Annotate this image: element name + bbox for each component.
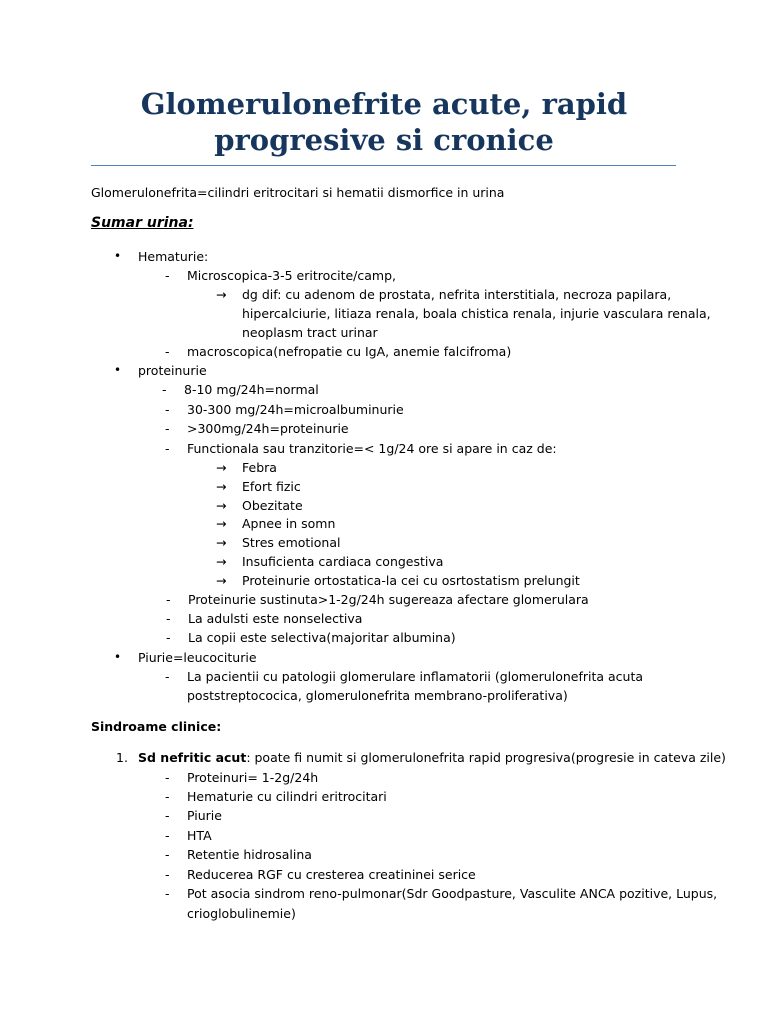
dash-icon: - — [165, 268, 170, 283]
dash-icon: - — [165, 886, 170, 901]
title-line-2: progresive si cronice — [214, 123, 554, 157]
list-item: 8-10 mg/24h=normal — [184, 382, 319, 397]
list-item: La copii este selectiva(majoritar albumina) — [188, 630, 456, 645]
list-item-hematurie: Hematurie: — [138, 249, 209, 264]
list-item: Hematurie cu cilindri eritrocitari — [187, 789, 387, 804]
dash-icon: - — [162, 382, 167, 397]
intro-text: Glomerulonefrita=cilindri eritrocitari si hematii dismorfice in urina — [91, 185, 505, 200]
section-heading-sumar-urina: Sumar urina: — [91, 215, 194, 231]
cause-item: Insuficienta cardiaca congestiva — [242, 554, 444, 569]
dash-icon: - — [165, 828, 170, 843]
dash-icon: - — [166, 611, 171, 626]
dgdif-line-3: neoplasm tract urinar — [242, 325, 378, 340]
dash-icon: - — [165, 808, 170, 823]
list-item: HTA — [187, 828, 212, 843]
cause-item: Febra — [242, 460, 277, 475]
list-item-proteinurie: proteinurie — [138, 363, 207, 378]
list-item-sd-nefritic-acut — [138, 750, 726, 766]
list-item-continuation: crioglobulinemie) — [187, 906, 296, 921]
cause-item: Apnee in somn — [242, 516, 336, 531]
arrow-icon: → — [216, 479, 227, 494]
dash-icon: - — [165, 867, 170, 882]
arrow-icon: → — [216, 535, 227, 550]
list-item: Functionala sau tranzitorie=< 1g/24 ore si apare in caz de: — [187, 441, 557, 456]
title-line-1: Glomerulonefrite acute, rapid — [140, 87, 628, 121]
piurie-detail-line-1: La pacientii cu patologii glomerulare inflamatorii (glomerulonefrita acuta — [187, 669, 644, 684]
list-item: La adulsti este nonselectiva — [188, 611, 363, 626]
list-item-macroscopica: macroscopica(nefropatie cu IgA, anemie falcifroma) — [187, 344, 512, 359]
dash-icon: - — [166, 630, 171, 645]
list-item: Piurie — [187, 808, 222, 823]
list-item: 30-300 mg/24h=microalbuminurie — [187, 402, 404, 417]
dgdif-line-1: dg dif: cu adenom de prostata, nefrita interstitiala, necroza papilara, — [242, 287, 672, 302]
dash-icon: - — [165, 770, 170, 785]
cause-item: Obezitate — [242, 498, 303, 513]
dash-icon: - — [165, 421, 170, 436]
list-item: >300mg/24h=proteinurie — [187, 421, 349, 436]
arrow-icon: → — [216, 573, 227, 588]
list-item: Proteinurie sustinuta>1-2g/24h sugereaza afectare glomerulara — [188, 592, 589, 607]
arrow-icon: → — [216, 554, 227, 569]
dash-icon: - — [165, 847, 170, 862]
list-item-piurie: Piurie=leucociturie — [138, 650, 257, 665]
piurie-detail-line-2: poststreptococica, glomerulonefrita membrano-proliferativa) — [187, 688, 568, 703]
cause-item: Proteinurie ortostatica-la cei cu osrtostatism prelungit — [242, 573, 580, 588]
dash-icon: - — [165, 402, 170, 417]
list-number: 1. — [116, 750, 128, 765]
document-title — [90, 86, 678, 158]
dash-icon: - — [166, 592, 171, 607]
dash-icon: - — [165, 441, 170, 456]
dgdif-line-2: hipercalciurie, litiaza renala, boala chistica renala, injurie vasculara renala, — [242, 306, 711, 321]
list-item-microscopica: Microscopica-3-5 eritrocite/camp, — [187, 268, 396, 283]
arrow-icon: → — [216, 516, 227, 531]
arrow-icon: → — [216, 498, 227, 513]
section-heading-sindroame-clinice: Sindroame clinice: — [91, 719, 222, 734]
bullet-icon: • — [114, 249, 122, 263]
bullet-icon: • — [114, 363, 122, 377]
dash-icon: - — [165, 669, 170, 684]
sd-nefritic-acut-term: Sd nefritic acut — [138, 750, 247, 765]
list-item: Reducerea RGF cu cresterea creatininei serice — [187, 867, 476, 882]
sd-nefritic-acut-description: : poate fi numit si glomerulonefrita rapid progresiva(progresie in cateva zile) — [246, 750, 726, 765]
title-divider — [91, 165, 676, 166]
cause-item: Stres emotional — [242, 535, 341, 550]
cause-item: Efort fizic — [242, 479, 301, 494]
bullet-icon: • — [114, 650, 122, 664]
dash-icon: - — [165, 789, 170, 804]
dash-icon: - — [165, 344, 170, 359]
arrow-icon: → — [216, 287, 227, 302]
list-item: Proteinuri= 1-2g/24h — [187, 770, 319, 785]
list-item: Retentie hidrosalina — [187, 847, 312, 862]
list-item: Pot asocia sindrom reno-pulmonar(Sdr Goodpasture, Vasculite ANCA pozitive, Lupus, — [187, 886, 718, 901]
arrow-icon: → — [216, 460, 227, 475]
